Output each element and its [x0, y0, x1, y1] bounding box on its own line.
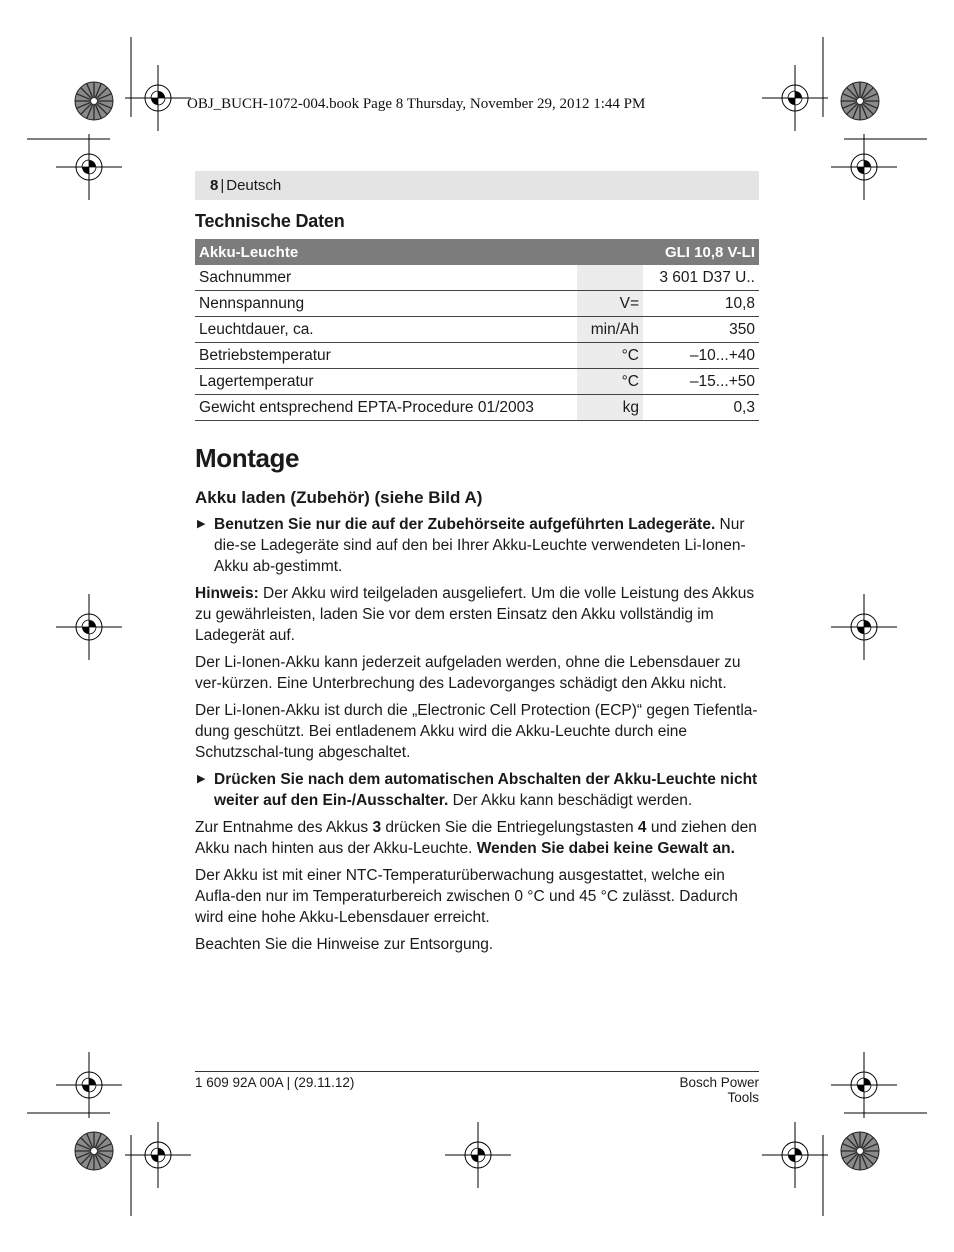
bullet-paragraph-switch [195, 769, 759, 811]
bullet-arrow-icon: ▶ [197, 773, 206, 785]
switch-warning-bold: Drücken Sie nach dem automatischen Abschalten der Akku-Leuchte nicht weiter auf den Ein-/Ausschalter. [214, 771, 758, 809]
note-text: Der Akku wird teilgeladen ausgeliefert. Um die volle Leistung des Akkus zu gewährleisten, laden Sie vor dem ersten Einsatz den Akku vollständig im Ladegerät auf. [195, 585, 755, 644]
bullet-paragraph-chargers [195, 514, 759, 577]
spec-unit [577, 265, 643, 291]
removal-text-c: und ziehen den Akku nach hinten aus der Akku-Leuchte. [195, 819, 757, 857]
footer-rule [195, 1071, 759, 1072]
spec-label: Nennspannung [195, 291, 577, 317]
ntc-paragraph: Der Akku ist mit einer NTC-Temperaturüberwachung ausgestattet, welche ein Aufla-den nur im Temperaturbereich zwischen 0 °C und 45 °C zulässt. Dadurch wird eine hohe Akku-Lebensdauer erreicht. [195, 867, 738, 926]
spec-value: 350 [643, 317, 759, 343]
removal-ref-buttons: 4 [637, 819, 647, 836]
spec-unit: kg [577, 395, 643, 421]
spec-value: 0,3 [643, 395, 759, 421]
bullet-arrow-icon: ▶ [197, 518, 206, 530]
akku-laden-heading: Akku laden (Zubehör) (siehe Bild A) [195, 488, 483, 507]
footer-brand: Bosch Power Tools [679, 1075, 759, 1105]
spec-header-model: GLI 10,8 V-LI [643, 239, 759, 265]
print-header: OBJ_BUCH-1072-004.book Page 8 Thursday, November 29, 2012 1:44 PM [187, 96, 646, 112]
table-row [195, 369, 759, 395]
spec-value: 3 601 D37 U.. [643, 265, 759, 291]
chargers-warning-text: Nur die-se Ladegeräte sind auf den bei Ihrer Akku-Leuchte verwendeten Li-Ionen-Akku ab-gestimmt. [214, 516, 746, 575]
footer-doc-number: 1 609 92A 00A | (29.11.12) [195, 1075, 355, 1090]
document-body [195, 206, 759, 961]
removal-warning-bold: Wenden Sie dabei keine Gewalt an. [476, 840, 735, 857]
spec-unit: V= [577, 291, 643, 317]
spec-value: –15...+50 [643, 369, 759, 395]
spec-label: Lagertemperatur [195, 369, 577, 395]
spec-unit: min/Ah [577, 317, 643, 343]
spec-label: Betriebstemperatur [195, 343, 577, 369]
tech-data-heading: Technische Daten [195, 211, 345, 231]
spec-label: Gewicht entsprechend EPTA-Procedure 01/2003 [195, 395, 577, 421]
table-row [195, 317, 759, 343]
page-number: 8 [210, 177, 219, 194]
spec-table-header [195, 239, 759, 265]
spec-table [195, 239, 759, 421]
note-label: Hinweis: [195, 585, 259, 602]
removal-text-b: drücken Sie die Entriegelungstasten [381, 819, 638, 836]
note-paragraph [195, 583, 759, 646]
table-row [195, 395, 759, 421]
table-row [195, 265, 759, 291]
spec-value: –10...+40 [643, 343, 759, 369]
montage-heading: Montage [195, 443, 300, 473]
spec-value: 10,8 [643, 291, 759, 317]
switch-warning-text: Der Akku kann beschädigt werden. [448, 792, 693, 809]
spec-label: Leuchtdauer, ca. [195, 317, 577, 343]
ecp-paragraph: Der Li-Ionen-Akku ist durch die „Electronic Cell Protection (ECP)“ gegen Tiefentla-dung geschützt. Bei entladenem Akku wird die Akku-Leuchte durch eine Schutzschal-tung abgeschaltet. [195, 702, 758, 761]
disposal-paragraph: Beachten Sie die Hinweise zur Entsorgung. [195, 936, 494, 953]
spec-label: Sachnummer [195, 265, 577, 291]
spec-header-product: Akku-Leuchte [195, 239, 643, 265]
spec-unit: °C [577, 369, 643, 395]
charging-anytime-paragraph: Der Li-Ionen-Akku kann jederzeit aufgeladen werden, ohne die Lebensdauer zu ver-kürzen. Eine Unterbrechung des Ladevorganges schädigt den Akku nicht. [195, 654, 741, 692]
chargers-warning-bold: Benutzen Sie nur die auf der Zubehörseite aufgeführten Ladegeräte. [214, 516, 716, 533]
page-bar [195, 171, 759, 200]
table-row [195, 343, 759, 369]
page-language: Deutsch [226, 177, 282, 194]
spec-unit: °C [577, 343, 643, 369]
battery-removal-paragraph [195, 817, 759, 859]
removal-ref-battery: 3 [372, 819, 382, 836]
page-separator: | [220, 177, 225, 194]
removal-text-a: Zur Entnahme des Akkus [195, 819, 373, 836]
table-row [195, 291, 759, 317]
